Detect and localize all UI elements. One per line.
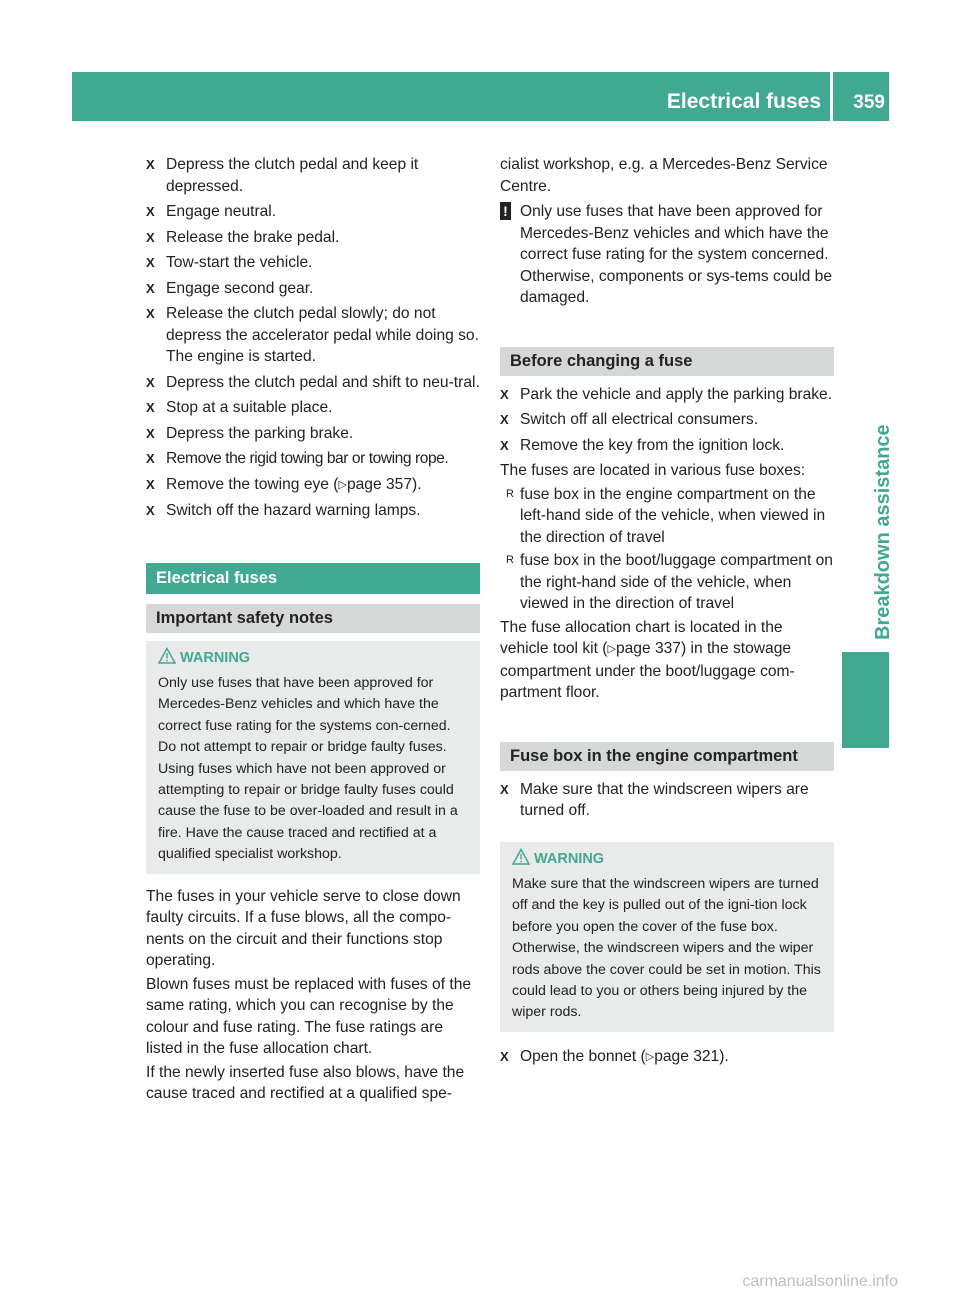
- paragraph: cialist workshop, e.g. a Mercedes-Benz Service Centre.: [500, 156, 828, 195]
- page-reference-link[interactable]: page 337: [615, 640, 681, 657]
- watermark: carmanualsonline.info: [742, 1273, 898, 1290]
- list-item: R fuse box in the boot/luggage compartment on the right-hand side of the vehicle, when viewed in the direction of travel: [506, 552, 833, 612]
- page-title: Electrical fuses: [666, 90, 821, 113]
- step-item: X Remove the rigid towing bar or towing rope.: [146, 448, 480, 470]
- step-mark: X: [146, 476, 155, 492]
- paragraph: If the newly inserted fuse also blows, have the cause traced and rectified at a qualified spe-: [146, 1063, 465, 1103]
- page-ref-arrow-icon: ▷: [338, 478, 347, 491]
- warning-box: [500, 842, 834, 1032]
- step-item: X Remove the key from the ignition lock.: [500, 435, 834, 457]
- warning-text: Only use fuses that have been approved for Mercedes-Benz vehicles and which have the correct fuse rating for the systems con-cerned. Do not attempt to repair or bridge faulty fuses. Using fuses which have not been approved or attempting to repair or bridge faulty fuses could cause the fuse to be over-loaded and result in a fire. Have the cause traced and rectified at a qualified specialist workshop.: [158, 674, 458, 863]
- step-mark: X: [500, 386, 509, 402]
- step-item: X Park the vehicle and apply the parking brake.: [500, 384, 834, 406]
- bullet-mark: R: [506, 487, 514, 500]
- step-item: X Depress the clutch pedal and keep it depressed.: [146, 156, 419, 195]
- page-ref-arrow-icon: ▷: [645, 1050, 655, 1063]
- step-mark: X: [146, 374, 155, 390]
- note-text: Only use fuses that have been approved for Mercedes-Benz vehicles and which have the correct fuse rating for the system concerned. Otherwise, components or sys-tems could be damaged.: [520, 203, 833, 306]
- warning-header: WARNING: [158, 648, 470, 669]
- step-mark: X: [500, 1048, 509, 1064]
- step-mark: X: [146, 280, 155, 296]
- step-mark: X: [146, 157, 155, 172]
- paragraph: The fuse allocation chart is located in the vehicle tool kit (▷page 337) in the stowage compartment under the boot/luggage com-partment floor.: [500, 618, 795, 701]
- header-divider: [830, 72, 833, 121]
- step-item: X Switch off the hazard warning lamps.: [146, 500, 480, 522]
- step-item: X Engage neutral.: [146, 201, 480, 223]
- left-column: [146, 154, 480, 1107]
- warning-triangle-icon: [512, 848, 530, 866]
- warning-triangle-icon: [158, 647, 176, 665]
- page-reference-link[interactable]: page 357: [346, 475, 412, 493]
- step-item: X Open the bonnet (▷page 321).: [500, 1046, 834, 1069]
- step-item: X Make sure that the windscreen wipers are turned off.: [500, 780, 809, 819]
- step-item: X Switch off all electrical consumers.: [500, 409, 834, 431]
- step-mark: X: [146, 451, 155, 466]
- exclamation-icon: !: [500, 202, 511, 220]
- step-item: X Tow-start the vehicle.: [146, 252, 480, 274]
- paragraph: The fuses in your vehicle serve to close down faulty circuits. If a fuse blows, all the compo-nents on the circuit and their functions stop operating.: [146, 887, 461, 970]
- step-mark: X: [146, 204, 155, 219]
- note-block: [500, 201, 834, 309]
- paragraph: The fuses are located in various fuse boxes:: [500, 462, 806, 479]
- step-mark: X: [146, 503, 155, 518]
- step-mark: X: [146, 425, 155, 441]
- right-column: [500, 154, 834, 1072]
- step-mark: X: [146, 400, 155, 415]
- subsection-heading: Before changing a fuse: [500, 347, 834, 376]
- step-item: X Engage second gear.: [146, 278, 480, 300]
- step-mark: X: [146, 306, 155, 321]
- step-mark: X: [146, 255, 155, 270]
- side-tab-block: [842, 652, 889, 748]
- step-item: X Depress the parking brake.: [146, 423, 480, 445]
- step-mark: X: [500, 437, 509, 453]
- page-reference-link[interactable]: page 321: [654, 1047, 720, 1065]
- step-mark: X: [500, 781, 509, 797]
- bullet-mark: R: [506, 554, 514, 566]
- section-heading: Electrical fuses: [146, 563, 480, 594]
- subsection-heading: Important safety notes: [146, 604, 480, 633]
- warning-header: WARNING: [512, 849, 824, 870]
- step-item: X Release the brake pedal.: [146, 227, 480, 249]
- step-item: X Remove the towing eye (▷page 357).: [146, 474, 480, 497]
- subsection-heading: Fuse box in the engine compartment: [500, 742, 834, 771]
- page-number: 359: [853, 92, 885, 113]
- step-item: X Release the clutch pedal slowly; do not depress the accelerator pedal while doing so. The engine is started.: [146, 305, 479, 365]
- step-result: The engine is started.: [166, 348, 316, 365]
- warning-box: [146, 641, 480, 874]
- step-item: X Stop at a suitable place.: [146, 397, 480, 419]
- header-bar: [72, 72, 889, 121]
- page-ref-arrow-icon: ▷: [607, 643, 616, 655]
- step-mark: X: [146, 229, 155, 245]
- warning-text: Make sure that the windscreen wipers are turned off and the key is pulled out of the igni-tion lock before you open the cover of the fuse box. Otherwise, the windscreen wipers and the wiper rods above the cover could be set in motion. This could lead to you or others being injured by the wiper rods.: [512, 875, 821, 1021]
- side-tab-label: Breakdown assistance: [872, 424, 894, 640]
- step-mark: X: [500, 412, 509, 427]
- list-item: R fuse box in the engine compartment on the left-hand side of the vehicle, when viewed in the direction of travel: [506, 485, 826, 546]
- step-item: X Depress the clutch pedal and shift to neu-tral.: [146, 372, 480, 394]
- paragraph: Blown fuses must be replaced with fuses of the same rating, which you can recognise by the colour and fuse rating. The fuse ratings are listed in the fuse allocation chart.: [146, 975, 472, 1058]
